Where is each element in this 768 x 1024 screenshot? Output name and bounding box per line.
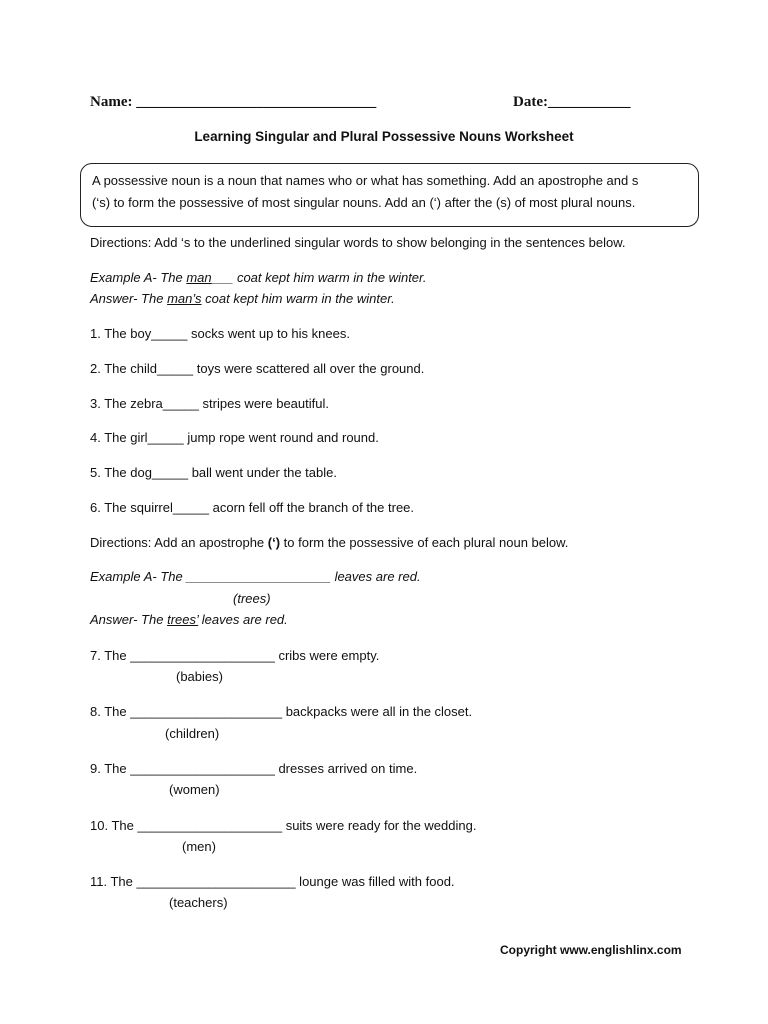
question-text: ball went under the table.: [188, 465, 337, 480]
apostrophe-mark: (‘): [267, 535, 281, 550]
answer-suffix: leaves are red.: [198, 612, 288, 627]
question-11: [90, 874, 455, 889]
question-text: 9. The: [90, 761, 131, 776]
question-text: 4. The girl: [90, 430, 148, 445]
part1-example: [90, 270, 427, 285]
answer-prefix: Answer- The: [90, 612, 168, 627]
question-2: [90, 361, 424, 376]
answer-blank[interactable]: _____: [151, 326, 188, 341]
question-text: 7. The: [90, 648, 131, 663]
question-1: [90, 326, 350, 341]
example-blank: ____________________: [186, 569, 331, 584]
directions-text: to form the possessive of each plural noun below.: [280, 535, 569, 550]
answer-blank[interactable]: _____: [151, 465, 189, 480]
part1-directions: Directions: Add ‘s to the underlined singular words to show belonging in the sentences below.: [90, 235, 626, 250]
question-4: [90, 430, 379, 445]
example-hint: (trees): [233, 591, 271, 606]
question-text: 5. The dog: [90, 465, 152, 480]
question-text: cribs were empty.: [274, 648, 380, 663]
question-text: acorn fell off the branch of the tree.: [209, 500, 415, 515]
part2-answer: [90, 612, 288, 627]
question-7: [90, 648, 379, 663]
example-underlined-word: man: [186, 270, 212, 285]
question-9: [90, 761, 417, 776]
question-text: 11. The: [90, 874, 137, 889]
question-9-hint: (women): [169, 782, 220, 797]
question-text: 10. The: [90, 818, 138, 833]
answer-blank[interactable]: _____: [172, 500, 210, 515]
copyright-footer: Copyright www.englishlinx.com: [500, 943, 682, 957]
answer-blank[interactable]: ______________________: [136, 874, 296, 889]
answer-blank[interactable]: _____: [162, 396, 199, 411]
answer-blank[interactable]: _____: [156, 361, 194, 376]
question-text: socks went up to his knees.: [187, 326, 350, 341]
definition-line-1: A possessive noun is a noun that names who or what has something. Add an apostrophe and s: [92, 173, 639, 188]
answer-underlined-word: man’s: [167, 291, 202, 306]
answer-prefix: Answer- The: [90, 291, 168, 306]
answer-suffix: coat kept him warm in the winter.: [201, 291, 395, 306]
example-blank: ___: [211, 270, 234, 285]
example-suffix: coat kept him warm in the winter.: [233, 270, 427, 285]
answer-blank[interactable]: _____: [147, 430, 184, 445]
name-field-label: Name: ________________________________: [90, 94, 377, 110]
worksheet-title: Learning Singular and Plural Possessive Nouns Worksheet: [194, 129, 574, 144]
part2-directions: [90, 535, 568, 550]
question-10-hint: (men): [182, 839, 216, 854]
question-text: lounge was filled with food.: [295, 874, 455, 889]
question-text: dresses arrived on time.: [274, 761, 418, 776]
question-10: [90, 818, 476, 833]
answer-blank[interactable]: ____________________: [130, 648, 275, 663]
example-suffix: leaves are red.: [330, 569, 421, 584]
question-3: [90, 396, 329, 411]
question-8: [90, 704, 472, 719]
question-text: 2. The child: [90, 361, 157, 376]
question-text: toys were scattered all over the ground.: [193, 361, 425, 376]
question-8-hint: (children): [165, 726, 220, 741]
example-prefix: Example A- The: [90, 569, 187, 584]
answer-blank[interactable]: ____________________: [137, 818, 283, 833]
answer-blank[interactable]: ____________________: [130, 761, 275, 776]
question-text: suits were ready for the wedding.: [282, 818, 477, 833]
question-11-hint: (teachers): [169, 895, 228, 910]
part2-example: [90, 569, 421, 584]
question-7-hint: (babies): [176, 669, 223, 684]
question-6: [90, 500, 414, 515]
date-field-label: Date:___________: [513, 94, 631, 110]
answer-blank[interactable]: _____________________: [130, 704, 283, 719]
question-text: 6. The squirrel: [90, 500, 173, 515]
question-5: [90, 465, 337, 480]
definition-line-2: (‘s) to form the possessive of most singular nouns. Add an (‘) after the (s) of most plural nouns.: [92, 195, 636, 210]
directions-text: Directions: Add an apostrophe: [90, 535, 268, 550]
example-prefix: Example A- The: [90, 270, 187, 285]
question-text: 8. The: [90, 704, 131, 719]
question-text: jump rope went round and round.: [183, 430, 379, 445]
question-text: 1. The boy: [90, 326, 152, 341]
question-text: backpacks were all in the closet.: [282, 704, 473, 719]
answer-underlined-word: trees’: [167, 612, 199, 627]
part1-answer: [90, 291, 395, 306]
question-text: 3. The zebra: [90, 396, 163, 411]
question-text: stripes were beautiful.: [198, 396, 329, 411]
